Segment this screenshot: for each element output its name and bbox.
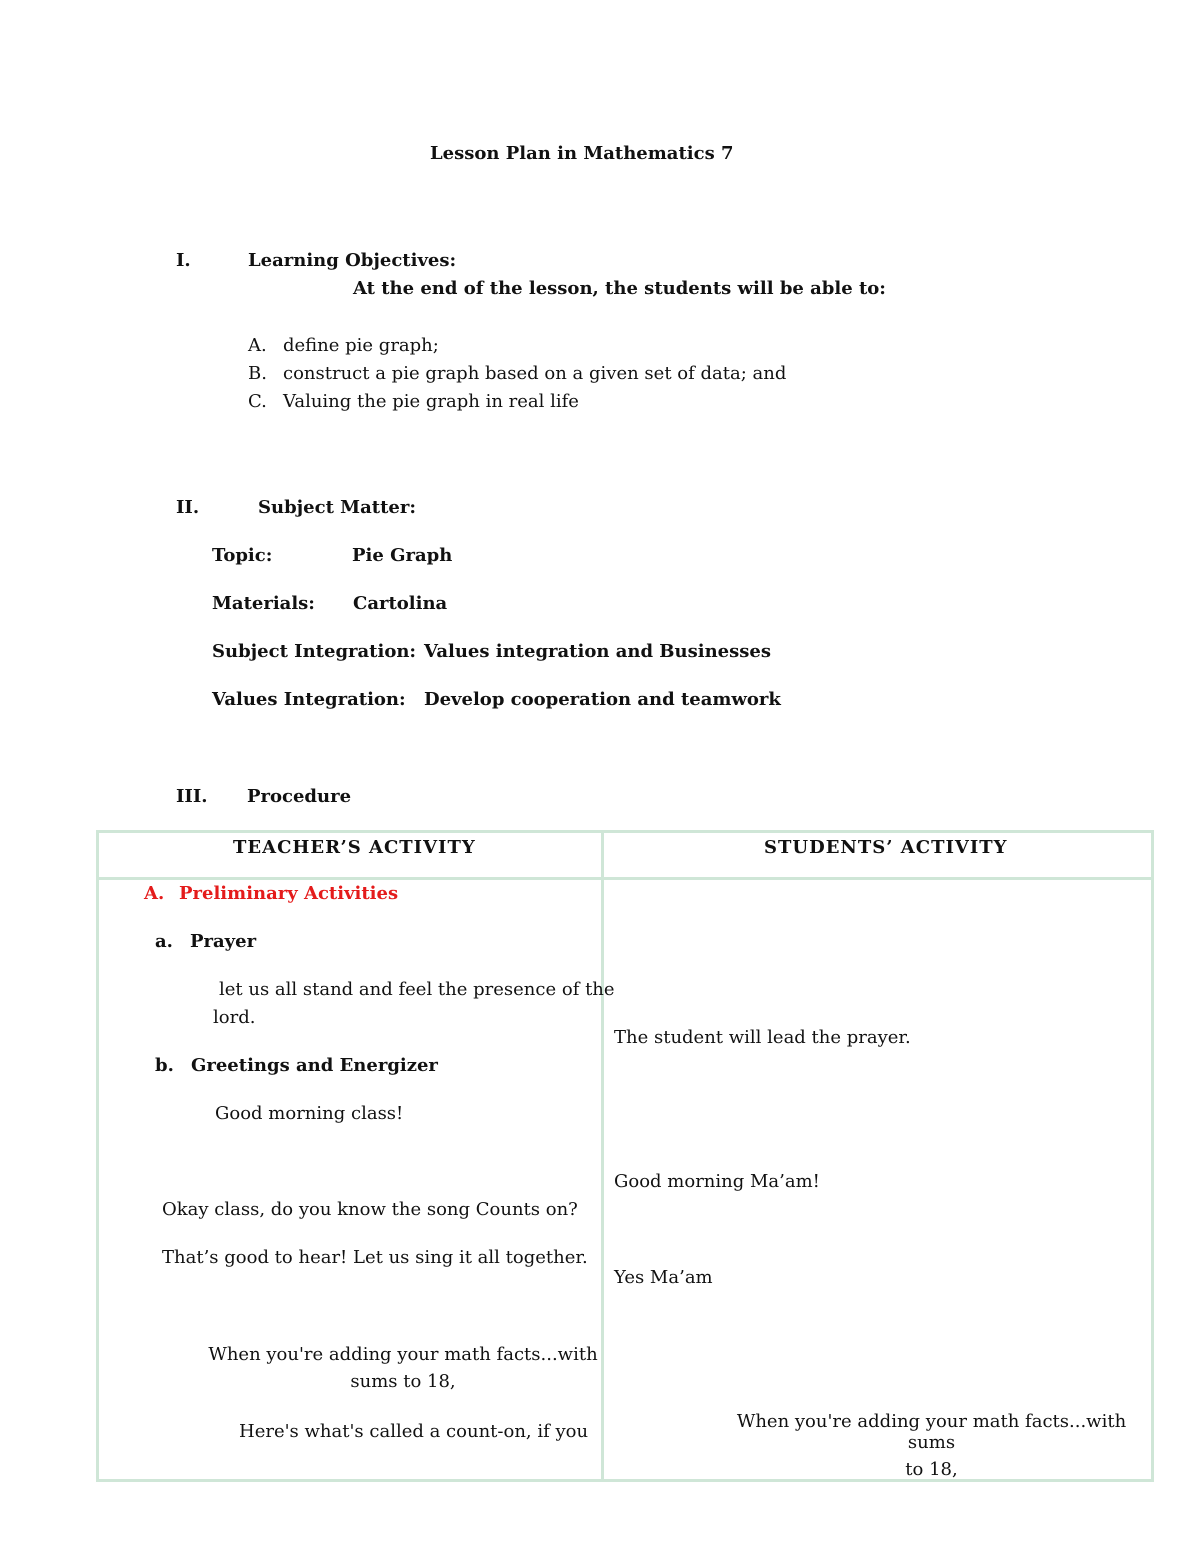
section-heading: Procedure — [247, 786, 352, 807]
greetings-heading: Greetings and Energizer — [191, 1055, 438, 1076]
objective-letter: C. — [248, 391, 267, 412]
procedure-table — [96, 830, 1154, 1482]
song-lyric — [203, 1344, 603, 1392]
song-lyric-response — [719, 1411, 1144, 1480]
page-title: Lesson Plan in Mathematics 7 — [430, 143, 734, 164]
song-lyric: Here's what's called a count-on, if you — [239, 1421, 589, 1442]
subject-value: Develop cooperation and teamwork — [424, 689, 781, 710]
objective-text: Valuing the pie graph in real life — [283, 391, 579, 412]
section-heading: Learning Objectives: — [248, 250, 457, 271]
prayer-heading: Prayer — [190, 931, 257, 952]
objective-text: define pie graph; — [283, 335, 439, 356]
objective-letter: B. — [248, 363, 267, 384]
students-activity-header: STUDENTS’ ACTIVITY — [764, 837, 1008, 858]
objective-letter: A. — [248, 335, 267, 356]
subject-value: Values integration and Businesses — [424, 641, 771, 662]
subject-label: Topic: — [212, 545, 273, 566]
prayer-response: The student will lead the prayer. — [614, 1027, 911, 1048]
song-lyric-line: When you're adding your math facts...with — [208, 1344, 598, 1365]
song-question: Okay class, do you know the song Counts on? — [162, 1199, 578, 1220]
prayer-text: let us all stand and feel the presence of the — [219, 979, 615, 1000]
greetings-letter: b. — [155, 1055, 174, 1076]
objective-text: construct a pie graph based on a given set of data; and — [283, 363, 787, 384]
section-heading: Subject Matter: — [258, 497, 416, 518]
song-instruction: That’s good to hear! Let us sing it all together. — [162, 1247, 588, 1268]
header-divider — [99, 877, 1151, 880]
prayer-letter: a. — [155, 931, 173, 952]
preliminary-activities-heading: Preliminary Activities — [179, 883, 399, 904]
section-number: I. — [176, 250, 191, 271]
song-lyric-line: to 18, — [905, 1459, 958, 1480]
subject-value: Pie Graph — [352, 545, 453, 566]
yes-response: Yes Ma’am — [614, 1267, 713, 1288]
subject-label: Materials: — [212, 593, 315, 614]
greeting-response: Good morning Ma’am! — [614, 1171, 820, 1192]
section-letter: A. — [144, 883, 165, 904]
objectives-intro: At the end of the lesson, the students will be able to: — [353, 278, 886, 299]
greeting-text: Good morning class! — [215, 1103, 404, 1124]
song-lyric-line: sums to 18, — [350, 1371, 456, 1392]
section-number: III. — [176, 786, 208, 807]
subject-label: Subject Integration: — [212, 641, 417, 662]
section-number: II. — [176, 497, 200, 518]
prayer-text: lord. — [213, 1007, 256, 1028]
subject-value: Cartolina — [353, 593, 448, 614]
song-lyric-line: When you're adding your math facts...with sums — [736, 1411, 1127, 1453]
teacher-activity-header: TEACHER’S ACTIVITY — [233, 837, 476, 858]
subject-label: Values Integration: — [212, 689, 406, 710]
